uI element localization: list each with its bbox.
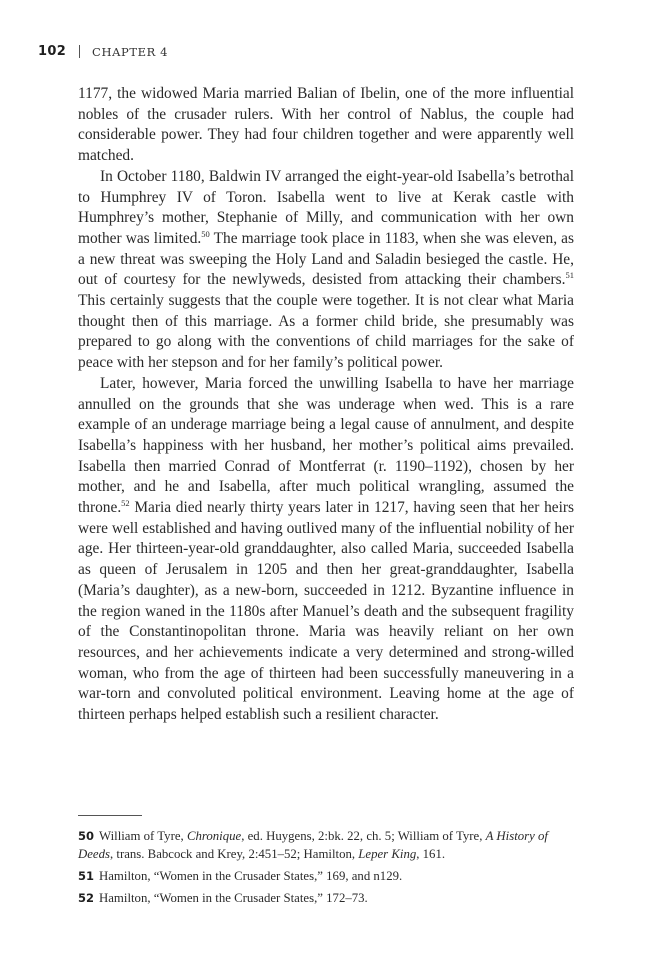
text-run: Maria died nearly thirty years later in 1217, having seen that her heirs were well established and having outlived many of the influential nobility of her age. Her thirteen-year-old granddaughter, also called Maria, succeeded Isabella as queen of Jerusalem in 1205 and then her great-granddaughter, Isabella (Maria’s daughter), as a new-born, succeeded in 1212. Byzantine influence in the region waned in the 1180s after Manuel’s death and the subsequent fragility of the Constantinopolitan throne. Maria was heavily reliant on her own resources, and her achievements indicate a very determined and strong-willed woman, who from the age of thirteen had been successfully maneuvering in a war-torn and convoluted political environment. Leaving home at the age of thirteen perhaps helped establish such a resilient character. [78, 499, 574, 724]
footnote [78, 867, 574, 885]
text-run: The marriage took place in 1183, when she was eleven, as a new threat was sweeping the Holy Land and Saladin besieged the castle. He, out of courtesy for the newlyweds, desisted from attacking their chambers. [78, 229, 574, 289]
italic-title: Leper King [358, 847, 417, 861]
footnote-number: 51 [78, 869, 95, 883]
text-run: Hamilton, “Women in the Crusader States,” 169, and n129. [99, 869, 403, 883]
footnote-reference[interactable]: 51 [565, 270, 574, 281]
footnote-reference[interactable]: 50 [201, 228, 210, 239]
footnote-reference[interactable]: 52 [121, 498, 130, 509]
text-run: William of Tyre, [99, 829, 187, 843]
body-paragraph [78, 167, 574, 374]
body-paragraph [78, 84, 574, 167]
text-run: Hamilton, “Women in the Crusader States,” 172–73. [99, 891, 368, 905]
footnote-number: 52 [78, 891, 95, 905]
text-run: , trans. Babcock and Krey, 2:451–52; Hamilton, [109, 847, 359, 861]
page-number: 102 [38, 44, 67, 59]
text-run: Later, however, Maria forced the unwilling Isabella to have her marriage annulled on the grounds that she was underage when wed. This is a rare example of an underage marriage being a legal cause of annulment, and despite Isabella’s happiness with her husband, her mother’s political aims prevailed. Isabella then married Conrad of Montferrat (r. 1190–1192), chosen by her mother, and he and Isabella, after much political wrangling, assumed the throne. [78, 374, 574, 517]
footnote [78, 827, 574, 863]
footnotes [78, 827, 574, 911]
text-run: 1177, the widowed Maria married Balian of Ibelin, one of the more influential nobles of the crusader rulers. With her control of Nablus, the couple had considerable power. They had four children together and were apparently well matched. [78, 85, 574, 165]
footnote [78, 889, 574, 907]
chapter-title: CHAPTER 4 [92, 44, 169, 59]
footnote-number: 50 [78, 829, 95, 843]
text-run: This certainly suggests that the couple were together. It is not clear what Maria thought then of this marriage. As a former child bride, she presumably was prepared to go along with the conventions of child marriages for the sake of peace with her stepson and for her family’s political power. [78, 292, 574, 372]
footnote-rule [78, 815, 142, 816]
running-header [38, 44, 168, 59]
body-paragraph [78, 374, 574, 726]
body-text [78, 84, 574, 726]
text-run: , ed. Huygens, 2:bk. 22, ch. 5; William of Tyre, [241, 829, 486, 843]
italic-title: A History of Deeds [78, 829, 548, 861]
text-run: , 161. [416, 847, 446, 861]
header-divider [79, 45, 80, 58]
italic-title: Chronique [186, 829, 242, 843]
text-run: In October 1180, Baldwin IV arranged the eight-year-old Isabella’s betrothal to Humphrey IV of Toron. Isabella went to live at Kerak castle with Humphrey’s mother, Stephanie of Milly, and communication with her own mother was limited. [78, 167, 574, 247]
